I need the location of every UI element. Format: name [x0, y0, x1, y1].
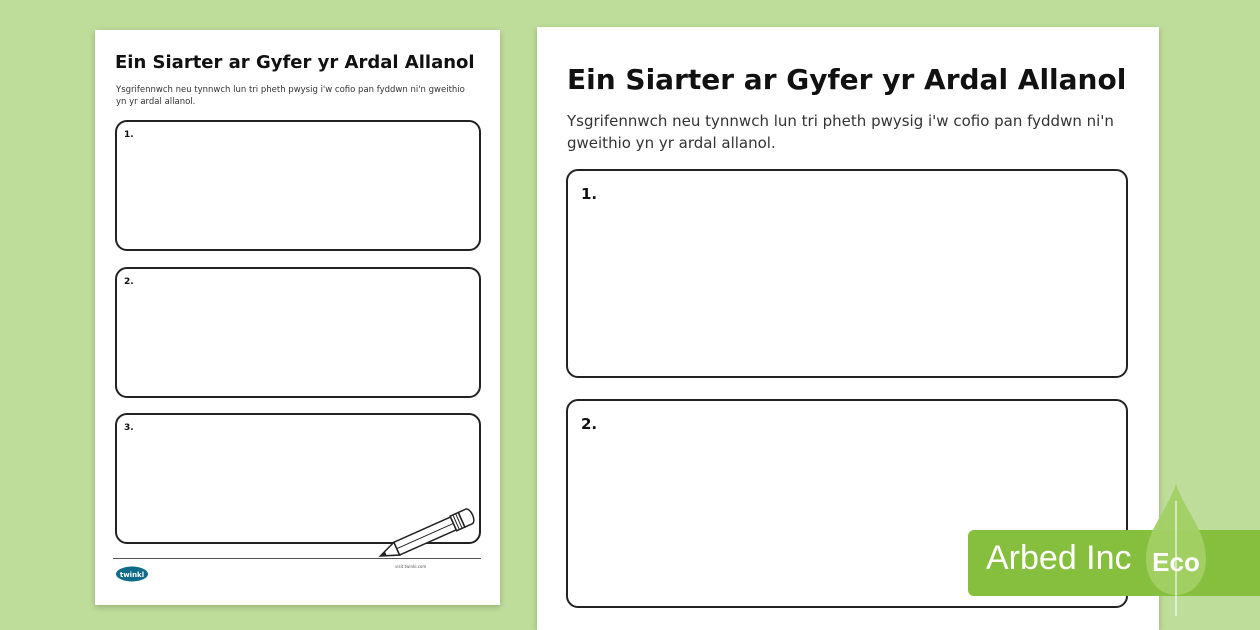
answer-box-2-small	[115, 267, 481, 398]
worksheet-title: Ein Siarter ar Gyfer yr Ardal Allanol	[567, 63, 1127, 96]
twinkl-logo	[115, 566, 149, 582]
answer-box-number: 2.	[124, 277, 134, 287]
answer-box-number: 2.	[581, 415, 598, 433]
instructions-line-2: gweithio yn yr ardal allanol.	[567, 133, 776, 152]
worksheet-thumbnail	[95, 30, 500, 605]
answer-box-number: 1.	[581, 185, 598, 203]
worksheet-instructions-small: Ysgrifennwch neu tynnwch lun tri pheth pwysig i'w cofio pan fyddwn ni'n gweithio yn yr ardal allanol.	[116, 85, 465, 108]
leaf-icon	[1136, 481, 1216, 616]
watermark-leaf-text: Eco	[1152, 547, 1200, 577]
worksheet-title-small: Ein Siarter ar Gyfer yr Ardal Allanol	[115, 52, 475, 73]
answer-box-1	[566, 169, 1128, 378]
answer-box-1-small	[115, 120, 481, 251]
arbed-inc-eco-watermark	[968, 481, 1260, 596]
pencil-icon	[371, 508, 483, 558]
worksheet-instructions	[567, 111, 1127, 155]
footer-divider	[113, 558, 481, 559]
answer-box-number: 1.	[124, 130, 134, 140]
logo-text: twinkl	[119, 571, 145, 579]
watermark-brand: Arbed Inc	[986, 539, 1132, 577]
footer-text: visit twinkl.com	[395, 564, 427, 569]
instructions-line-1: Ysgrifennwch neu tynnwch lun tri pheth pwysig i'w cofio pan fyddwn ni'n	[567, 112, 1114, 130]
answer-box-number: 3.	[124, 423, 134, 433]
